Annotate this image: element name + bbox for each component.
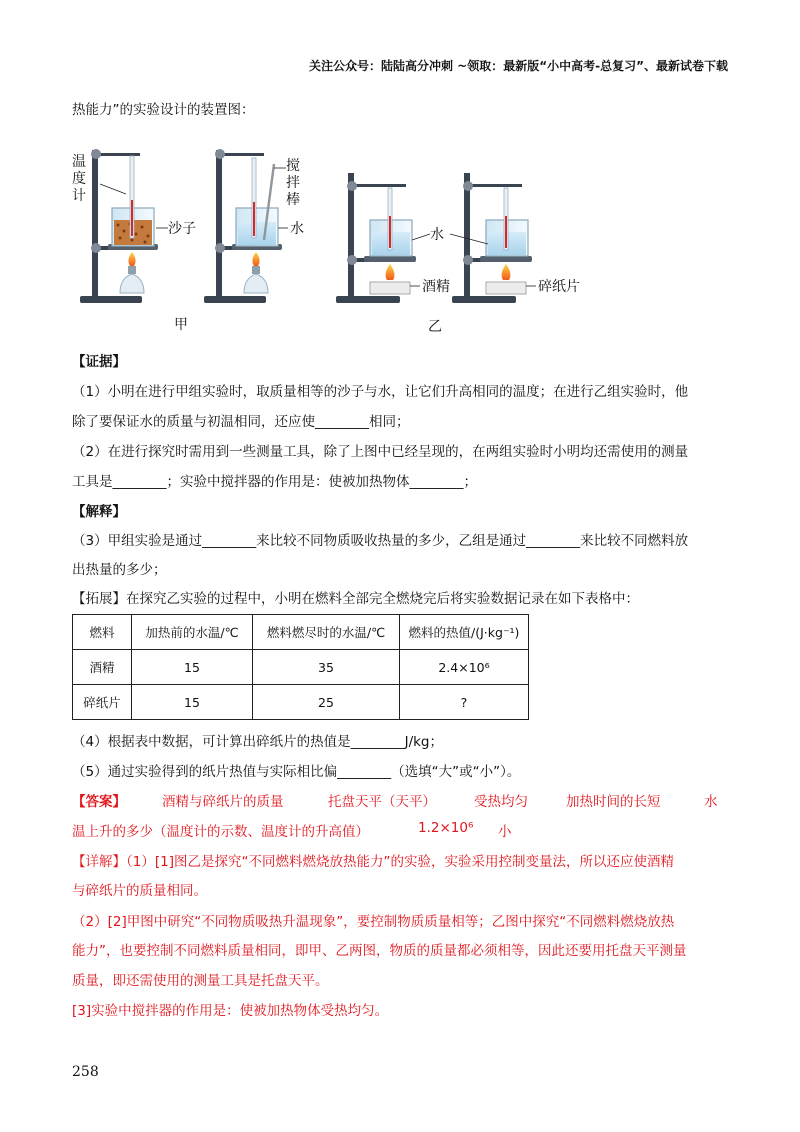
answer-2: 托盘天平（天平） [328, 794, 436, 810]
q3-line2: 出热量的多少； [72, 562, 167, 578]
table-header-cell: 燃料的热值/(J·kg⁻¹) [400, 615, 529, 650]
detail-line5: 质量，即还需使用的测量工具是托盘天平。 [72, 973, 329, 989]
q1-line2: 除了要保证水的质量与初温相同，还应使________相同； [72, 414, 410, 430]
table-header-cell: 加热前的水温/℃ [132, 615, 253, 650]
q2-line1: （2）在进行探究时需用到一些测量工具，除了上图中已经呈现的，在两组实验时小明均还需使用的测量 [72, 444, 689, 460]
table-cell: 碎纸片 [73, 685, 132, 720]
table-cell: 15 [132, 685, 253, 720]
detail-line6: [3]实验中搅拌器的作用是：使被加热物体受热均匀。 [72, 1003, 389, 1019]
apparatus-illustration [60, 128, 620, 338]
stand-sand [80, 149, 168, 303]
table-cell: 2.4×10⁶ [400, 650, 529, 685]
detail-line2: 与碎纸片的质量相同。 [72, 883, 207, 899]
q1-line1: （1）小明在进行甲组实验时，取质量相等的沙子与水，让它们升高相同的温度；在进行乙组实验时，他 [72, 384, 689, 400]
stand-alcohol [336, 173, 430, 303]
evidence-title: 【证据】 [72, 354, 126, 370]
explain-title: 【解释】 [72, 504, 126, 520]
answer-title: 【答案】 [72, 794, 126, 810]
caption-yi: 乙 [428, 319, 442, 335]
detail-line3: （2）[2]甲图中研究“不同物质吸热升温现象”，要控制物质质量相等；乙图中探究“不同燃料燃烧放热 [72, 914, 675, 930]
extend-line: 【拓展】在探究乙实验的过程中，小明在燃料全部完全燃烧完后将实验数据记录在如下表格中： [72, 591, 639, 607]
detail-line4: 能力”，也要控制不同燃料质量相同，即甲、乙两图，物质的质量都必须相等，因此还要用托盘天平测量 [72, 943, 687, 959]
page-header: 关注公众号：陆陆高分冲刺 ~领取：最新版“小中高考-总复习”、最新试卷下载 [309, 59, 728, 73]
label-paper: 碎纸片 [538, 279, 580, 295]
intro-line: 热能力”的实验设计的装置图： [72, 102, 255, 118]
page-number: 258 [72, 1064, 99, 1080]
table-header-row [73, 615, 529, 650]
answer-5-part1: 水 [704, 794, 718, 810]
table-row [73, 650, 529, 685]
answer-5-part2: 温上升的多少（温度计的示数、温度计的升高值） [72, 824, 369, 840]
table-header-cell: 燃料燃尽时的水温/℃ [253, 615, 400, 650]
q5-line: （5）通过实验得到的纸片热值与实际相比偏________（选填“大”或“小”）。 [72, 764, 521, 780]
stand-water [204, 149, 288, 303]
table-cell: 25 [253, 685, 400, 720]
caption-jia: 甲 [174, 317, 188, 333]
table-cell: 酒精 [73, 650, 132, 685]
answer-6: 1.2×10⁶ [418, 820, 474, 836]
q3-line1: （3）甲组实验是通过________来比较不同物质吸收热量的多少，乙组是通过________来比较不同燃料放 [72, 533, 689, 549]
answer-3: 受热均匀 [474, 794, 528, 810]
table-row [73, 685, 529, 720]
table-cell: 35 [253, 650, 400, 685]
label-sand: 沙子 [168, 221, 196, 237]
table-header-cell: 燃料 [73, 615, 132, 650]
answer-4: 加热时间的长短 [566, 794, 661, 810]
apparatus-figure [60, 128, 620, 338]
label-alcohol: 酒精 [422, 279, 450, 295]
label-thermometer: 温度计 [72, 154, 86, 204]
label-stirrer: 搅拌棒 [286, 158, 300, 208]
q2-line2: 工具是________；实验中搅拌器的作用是：使被加热物体________； [72, 474, 477, 490]
stand-paper [450, 173, 536, 303]
table-cell: ? [400, 685, 529, 720]
detail-line1: 【详解】（1）[1]图乙是探究“不同燃料燃烧放热能力”的实验，实验采用控制变量法，所以还应使酒精 [72, 854, 674, 870]
answer-7: 小 [498, 824, 512, 840]
label-water-yi: 水 [430, 227, 444, 243]
q4-line: （4）根据表中数据，可计算出碎纸片的热值是________J/kg； [72, 734, 444, 750]
label-water-jia: 水 [290, 221, 304, 237]
table-cell: 15 [132, 650, 253, 685]
data-table [72, 614, 529, 720]
answer-1: 酒精与碎纸片的质量 [162, 794, 284, 810]
